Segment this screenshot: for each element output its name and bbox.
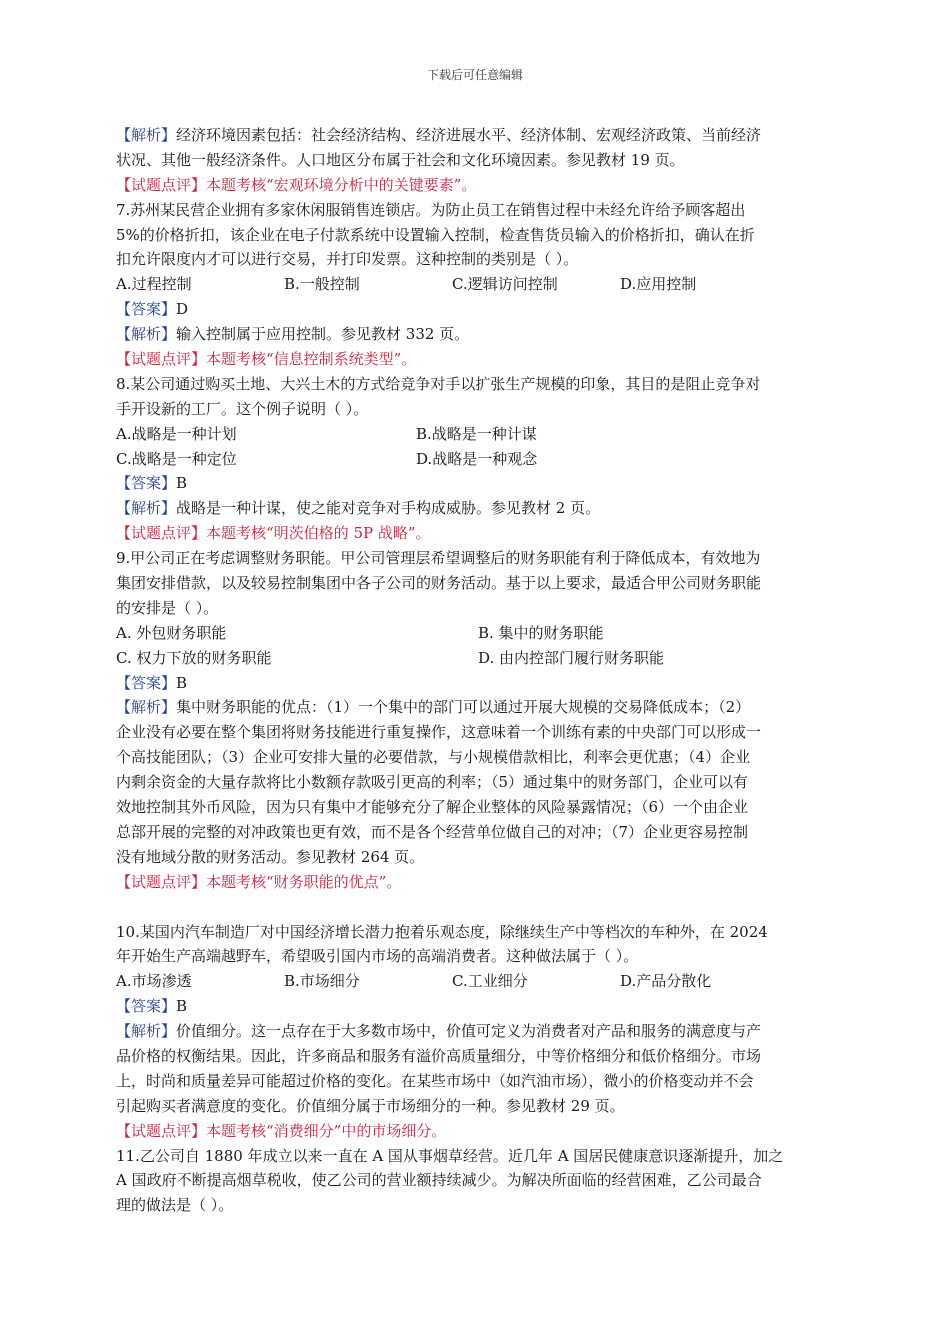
answer-line: 【答案】D <box>116 300 189 319</box>
question-8-text: 手开设新的工厂。这个例子说明（ ）。 <box>116 399 369 418</box>
answer-line: 【答案】B <box>116 474 188 493</box>
explanation-tag: 【解析】 <box>116 126 177 144</box>
option-b: B.市场细分 <box>284 972 360 991</box>
option-c: C.工业细分 <box>452 972 528 991</box>
explanation-line: 效地控制其外币风险，因为只有集中才能够充分了解企业整体的风险暴露情况；（6）一个由企业 <box>116 798 749 817</box>
explanation-line: 【解析】战略是一种计谋，使之能对竞争对手构成威胁。参见教材 2 页。 <box>116 499 601 518</box>
explanation-tag: 【解析】 <box>116 1022 177 1041</box>
option-b: B.战略是一种计谋 <box>416 424 537 443</box>
answer-line: 【答案】B <box>116 997 188 1016</box>
comment-line: 【试题点评】本题考核“宏观环境分析中的关键要素”。 <box>116 175 477 194</box>
comment-tag: 【试题点评】 <box>116 350 207 369</box>
explanation-line: 引起购买者满意度的变化。价值细分属于市场细分的一种。参见教材 29 页。 <box>116 1096 625 1115</box>
option-c: C.逻辑访问控制 <box>452 275 558 294</box>
option-b: B. 集中的财务职能 <box>478 623 604 642</box>
option-a: A. 外包财务职能 <box>116 623 227 642</box>
comment-tag: 【试题点评】 <box>116 872 207 891</box>
option-a: A.市场渗透 <box>116 972 192 991</box>
answer-line: 【答案】B <box>116 673 188 692</box>
explanation-line: 品价格的权衡结果。因此，许多商品和服务有溢价高质量细分，中等价格细分和低价格细分。市场 <box>116 1046 762 1065</box>
explanation-tag: 【解析】 <box>116 499 177 518</box>
comment-line: 【试题点评】本题考核“消费细分”中的市场细分。 <box>116 1121 447 1140</box>
option-d: D.产品分散化 <box>620 972 712 991</box>
option-a: A.过程控制 <box>116 275 192 294</box>
question-8-options <box>116 447 840 472</box>
question-8-options <box>116 422 840 447</box>
answer-tag: 【答案】 <box>116 997 177 1016</box>
question-10-text: 年开始生产高端越野车，希望吸引国内市场的高端消费者。这种做法属于（ ）。 <box>116 947 639 966</box>
spacer <box>116 895 840 920</box>
explanation-line: 企业没有必要在整个集团将财务技能进行重复操作，这意味着一个训练有素的中央部门可以形成一 <box>116 723 762 742</box>
explanation-line: 【解析】价值细分。这一点存在于大多数市场中，价值可定义为消费者对产品和服务的满意度与产 <box>116 1022 762 1041</box>
page-header: 下载后可任意编辑 <box>426 68 523 82</box>
explanation-line: 没有地域分散的财务活动。参见教材 264 页。 <box>116 847 425 866</box>
question-7-text: 扣允许限度内才可以进行交易，并打印发票。这种控制的类别是（ ）。 <box>116 250 579 269</box>
question-8-text: 8.某公司通过购买土地、大兴土木的方式给竞争对手以扩张生产规模的印象，其目的是阻止竞争对 <box>116 374 761 393</box>
option-d: D. 由内控部门履行财务职能 <box>478 648 665 667</box>
document-body <box>116 123 840 1218</box>
option-c: C. 权力下放的财务职能 <box>116 648 272 667</box>
answer-tag: 【答案】 <box>116 300 177 319</box>
question-7-text: 7.苏州某民营企业拥有多家休闲服销售连锁店。为防止员工在销售过程中未经允许给予顾客超出 <box>116 200 746 219</box>
question-9-text: 的安排是（ ）。 <box>116 598 219 617</box>
question-10-options <box>116 969 840 994</box>
explanation-line: 上，时尚和质量差异可能超过价格的变化。在某些市场中（如汽油市场），微小的价格变动并不会 <box>116 1071 754 1090</box>
explanation-line: 【解析】集中财务职能的优点：（1）一个集中的部门可以通过开展大规模的交易降低成本；（2） <box>116 698 751 717</box>
question-7-options <box>116 272 840 297</box>
explanation-tag: 【解析】 <box>116 698 177 717</box>
answer-tag: 【答案】 <box>116 673 177 692</box>
question-9-text: 集团安排借款，以及较易控制集团中各子公司的财务活动。基于以上要求，最适合甲公司财务职能 <box>116 574 762 593</box>
comment-line: 【试题点评】本题考核“财务职能的优点”。 <box>116 872 402 891</box>
explanation-line: 个高技能团队；（3）企业可安排大量的必要借款，与小规模借款相比，利率会更优惠；（4）企业 <box>116 748 751 767</box>
explanation-tag: 【解析】 <box>116 325 177 344</box>
comment-tag: 【试题点评】 <box>116 175 207 194</box>
comment-tag: 【试题点评】 <box>116 1121 207 1140</box>
option-a: A.战略是一种计划 <box>116 424 237 443</box>
question-11-text: 理的做法是（ ）。 <box>116 1196 234 1215</box>
comment-tag: 【试题点评】 <box>116 524 207 543</box>
question-10-text: 10.某国内汽车制造厂对中国经济增长潜力抱着乐观态度，除继续生产中等档次的车种外，在 2024 <box>116 922 768 941</box>
option-d: D.应用控制 <box>620 275 697 294</box>
question-11-text: 11.乙公司自 1880 年成立以来一直在 A 国从事烟草经营。近几年 A 国居民健康意识逐渐提升，加之 <box>116 1146 784 1165</box>
question-9-options <box>116 621 840 646</box>
comment-line: 【试题点评】本题考核“信息控制系统类型”。 <box>116 350 417 369</box>
explanation-line: 总部开展的完整的对冲政策也更有效，而不是各个经营单位做自己的对冲；（7）企业更容易控制 <box>116 822 749 841</box>
question-7-text: 5%的价格折扣，该企业在电子付款系统中设置输入控制，检查售货员输入的价格折扣，确认在折 <box>116 225 755 244</box>
explanation-line: 【解析】输入控制属于应用控制。参见教材 332 页。 <box>116 325 470 344</box>
question-9-options <box>116 646 840 671</box>
option-d: D.战略是一种观念 <box>416 449 538 468</box>
explanation-line: 【解析】经济环境因素包括：社会经济结构、经济进展水平、经济体制、宏观经济政策、当前经济 <box>116 126 762 144</box>
answer-tag: 【答案】 <box>116 474 177 493</box>
question-11-text: A 国政府不断提高烟草税收，使乙公司的营业额持续减少。为解决所面临的经营困难，乙公司最合 <box>116 1171 762 1190</box>
comment-line: 【试题点评】本题考核“明茨伯格的 5P 战略”。 <box>116 524 431 543</box>
option-b: B.一般控制 <box>284 275 360 294</box>
explanation-line: 状况、其他一般经济条件。人口地区分布属于社会和文化环境因素。参见教材 19 页。 <box>116 150 685 169</box>
explanation-line: 内剩余资金的大量存款将比小数额存款吸引更高的利率；（5）通过集中的财务部门，企业可以有 <box>116 773 749 792</box>
option-c: C.战略是一种定位 <box>116 449 237 468</box>
question-9-text: 9.甲公司正在考虑调整财务职能。甲公司管理层希望调整后的财务职能有利于降低成本，有效地为 <box>116 549 761 568</box>
